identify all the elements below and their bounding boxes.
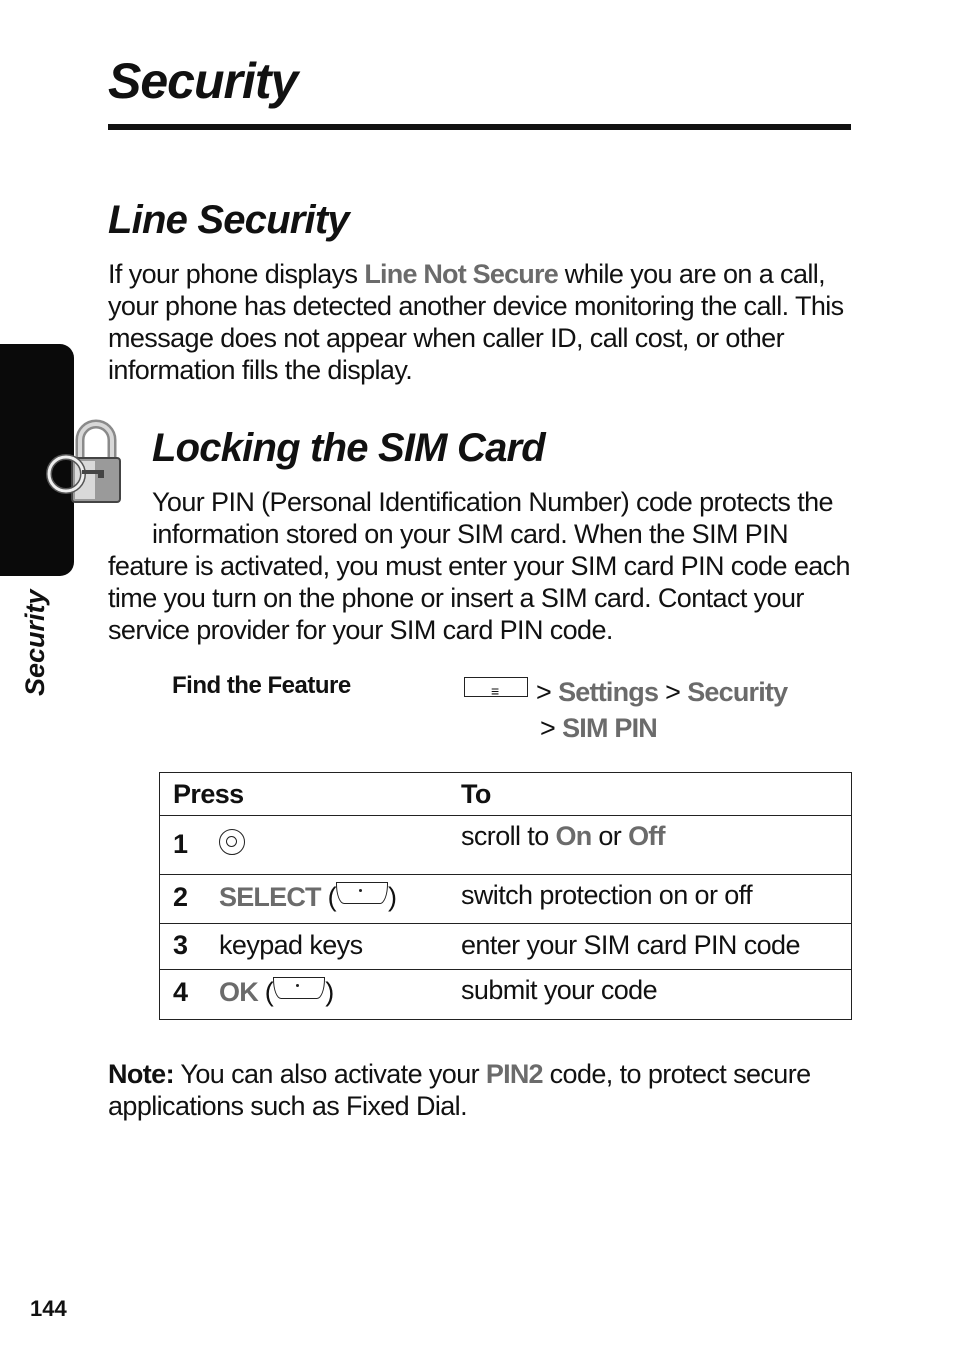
sim-paragraph-indent: Your PIN (Personal Identification Number) code protects the information stored on your SIM card. When the SIM PIN	[152, 487, 833, 549]
table-row: 1 scroll to On or Off	[160, 816, 852, 875]
table-header-row	[160, 773, 852, 816]
page-number: 144	[30, 1296, 67, 1321]
side-tab-label: Security	[20, 589, 50, 696]
step-number: 4	[160, 970, 220, 1020]
page-title: Security	[108, 53, 298, 109]
softkey-icon	[273, 977, 325, 999]
line-not-secure-label: Line Not Secure	[364, 259, 558, 289]
padlock-icon	[44, 418, 128, 506]
header-press: Press	[160, 773, 462, 816]
pin2-label: PIN2	[485, 1059, 543, 1089]
locking-sim-heading: Locking the SIM Card	[152, 426, 545, 470]
menu-path-sim-pin: SIM PIN	[562, 713, 657, 743]
note-paragraph: Note: You can also activate your PIN2 code, to protect secure applications such as Fixed Dial.	[108, 1059, 811, 1121]
steps-table	[159, 772, 852, 1020]
title-rule	[108, 124, 851, 130]
nav-key-icon	[219, 829, 245, 855]
menu-key-icon	[464, 677, 528, 697]
find-the-feature-label: Find the Feature	[172, 672, 351, 699]
option-off: Off	[628, 821, 665, 851]
header-to: To	[461, 773, 852, 816]
sim-paragraph: feature is activated, you must enter your SIM card PIN code each time you turn on the phone or insert a SIM card. Contact your service provider for your SIM card PIN code.	[108, 551, 850, 645]
softkey-icon	[336, 882, 388, 904]
line-security-heading: Line Security	[108, 198, 349, 242]
note-label: Note:	[108, 1059, 174, 1089]
step-number: 2	[160, 875, 220, 924]
ok-key-label: OK	[219, 977, 258, 1007]
line-security-paragraph: If your phone displays Line Not Secure while you are on a call, your phone has detected another device monitoring the call. This message does not appear when caller ID, call cost, or other information fills the display.	[108, 259, 844, 385]
table-row: 3 keypad keys enter your SIM card PIN code	[160, 924, 852, 970]
table-row: 2 SELECT ( ) switch protection on or off	[160, 875, 852, 924]
find-the-feature-path: ≡ > Settings > Security > SIM PIN	[464, 674, 787, 746]
select-key-label: SELECT	[219, 882, 321, 912]
step-number: 3	[160, 924, 220, 970]
menu-path-security: Security	[687, 677, 788, 707]
option-on: On	[555, 821, 592, 851]
table-row: 4 OK ( ) submit your code	[160, 970, 852, 1020]
menu-path-settings: Settings	[558, 677, 659, 707]
step-number: 1	[160, 816, 220, 875]
